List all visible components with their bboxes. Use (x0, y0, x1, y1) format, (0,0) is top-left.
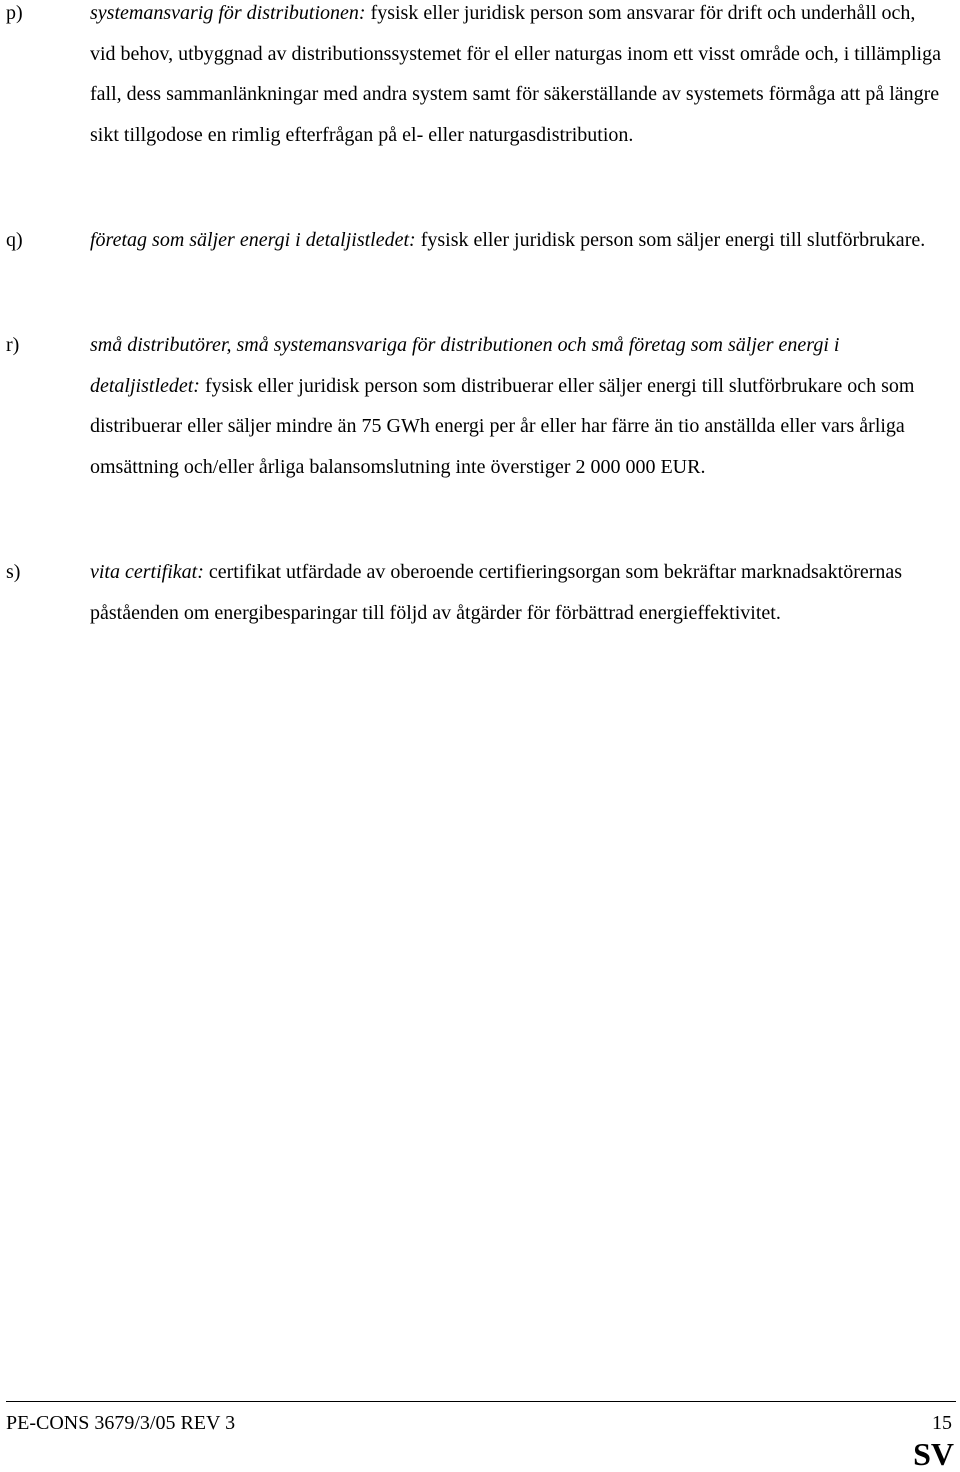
definition-label: p) (6, 2, 23, 24)
definition-body (90, 552, 942, 633)
footer-document-reference: PE-CONS 3679/3/05 REV 3 (6, 1412, 236, 1434)
definition-text: fysisk eller juridisk person som distribuerar eller säljer energi till slutförbrukare och som distribuerar eller säljer mindre än 75 GWh energi per år eller har färre än tio anställda eller vars årliga omsättning och/eller årliga balansomslutning inte överstiger 2 000 000 EUR. (90, 374, 915, 478)
definition-text: fysisk eller juridisk person som ansvarar för drift och underhåll och, vid behov, utbyggnad av distributionssystemet för el eller naturgas inom ett visst område och, i tillämpliga fall, dess sammanlänkningar med andra system samt för säkerställande av systemets förmåga att på längre sikt tillgodose en rimlig efterfrågan på el- eller naturgasdistribution. (90, 2, 941, 146)
footer-divider (6, 1401, 956, 1402)
footer-language-code: SV (913, 1436, 954, 1472)
definition-body (90, 220, 942, 261)
definition-label: q) (6, 229, 23, 251)
definition-term: systemansvarig för distributionen: (90, 2, 366, 24)
definition-label: r) (6, 334, 20, 356)
definition-text: fysisk eller juridisk person som säljer energi till slutförbrukare. (415, 229, 926, 251)
definition-term: företag som säljer energi i detaljistledet: (90, 229, 416, 251)
footer-page-number: 15 (932, 1412, 952, 1434)
definition-label: s) (6, 561, 21, 583)
definition-term: små distributörer, små systemansvariga för distributionen och små företag som säljer energi i detaljistledet: (90, 334, 840, 397)
definition-body (90, 0, 942, 155)
definition-text: certifikat utfärdade av oberoende certifieringsorgan som bekräftar marknadsaktörernas påståenden om energibesparingar till följd av åtgärder för förbättrad energieffektivitet. (90, 561, 903, 624)
definition-term: vita certifikat: (90, 561, 204, 583)
definition-body (90, 325, 942, 487)
